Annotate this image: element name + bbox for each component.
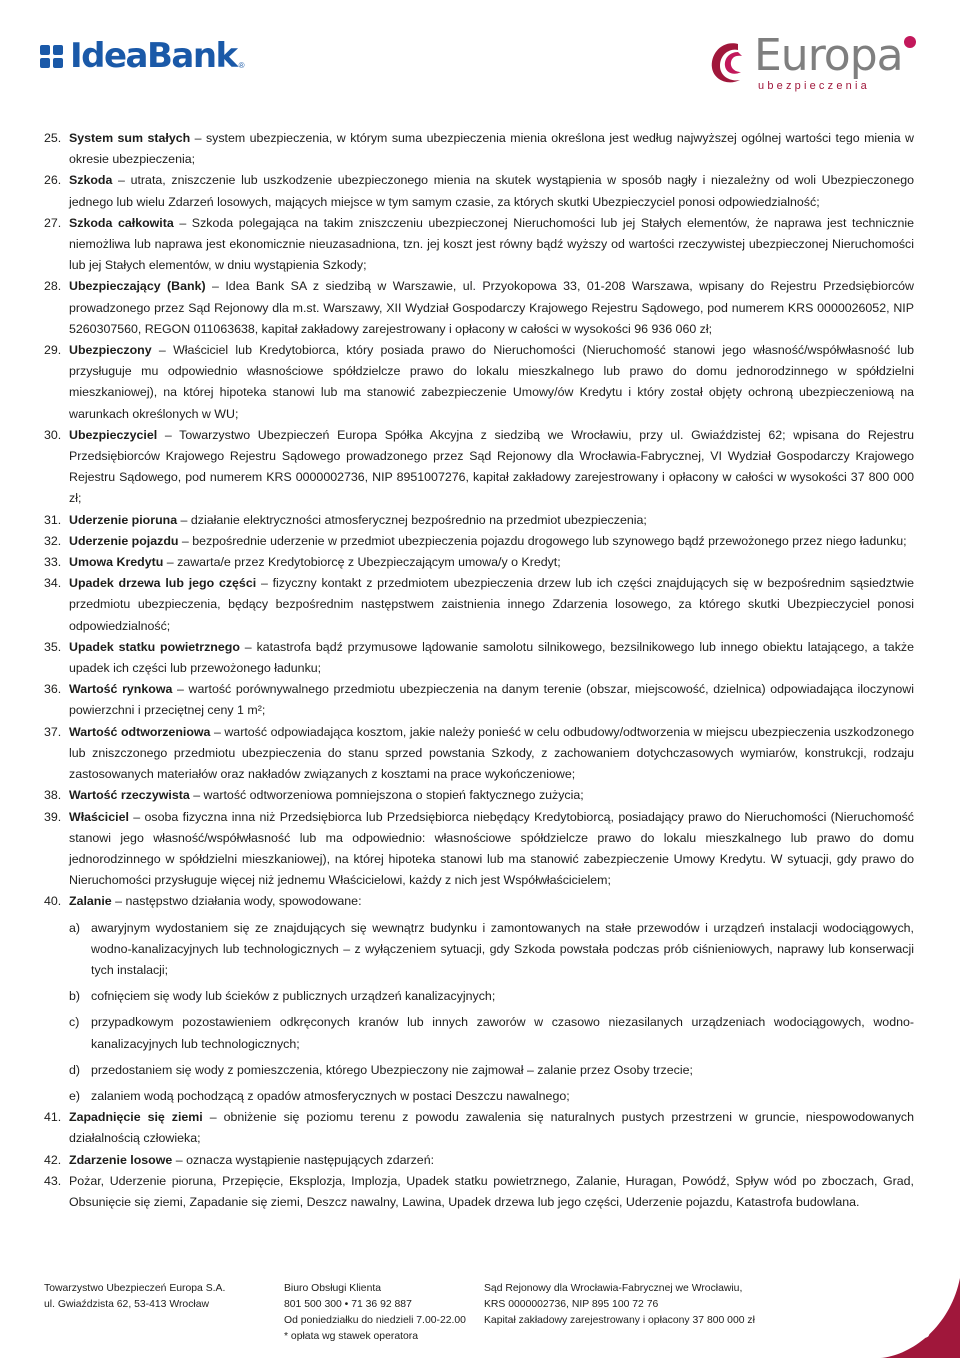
definition-item: [44, 340, 914, 425]
definition-text: Pożar, Uderzenie pioruna, Przepięcie, Eksplozja, Implozja, Upadek statku powietrznego, Zalanie, Huragan, Powódź, Spływ wód po zboczach, Grad, Obsunięcie się ziemi, Zapadanie się ziemi, Deszcz nawalny, Lawina, Upadek drzewa lub jego części, Uderzenie pojazdu, Katastrofa budowlana.: [69, 1173, 914, 1209]
definition-term: Szkoda: [69, 173, 113, 188]
definition-number: 29.: [44, 343, 62, 358]
footer-company-name: Towarzystwo Ubezpieczeń Europa S.A.: [44, 1283, 226, 1294]
europa-logo-text: Europa: [754, 30, 903, 81]
definition-text: – obniżenie się poziomu terenu z powodu zawalenia się naturalnych pustych przestrzeni w gruncie, niespowodowanych działalnością człowieka;: [69, 1110, 914, 1146]
definition-body: [69, 807, 914, 892]
definition-term: Wartość rynkowa: [69, 682, 173, 697]
definition-term: Ubezpieczyciel: [69, 427, 158, 442]
definition-number: 31.: [44, 512, 62, 527]
definition-number: 36.: [44, 682, 62, 697]
subitem-letter: b): [69, 989, 81, 1004]
definition-term: Uderzenie pojazdu: [69, 533, 179, 548]
definition-term: Właściciel: [69, 809, 129, 824]
definition-text: – wartość porównywalnego przedmiotu ubezpieczenia na danym terenie (obszar, miejscowość, dzielnica) odpowiadająca iloczynowi powierzchni i przeciętnej ceny 1 m²;: [69, 682, 915, 718]
definition-term: Wartość rzeczywista: [69, 788, 190, 803]
subitem-letter: a): [69, 920, 81, 935]
definition-number: 43.: [44, 1173, 62, 1188]
definition-term: Zapadnięcie się ziemi: [69, 1110, 203, 1125]
definition-body: [69, 510, 914, 531]
footer-registry: [484, 1281, 755, 1329]
definition-number: 27.: [44, 215, 62, 230]
subitem-letter: c): [69, 1015, 80, 1030]
definition-item: [44, 510, 914, 531]
definition-text: – wartość odpowiadająca kosztom, jakie należy ponieść w celu odbudowy/odtworzenia w miejscu ubezpieczenia uszkodzonego lub zniszczonego przedmiotu ubezpieczenia do stanu sprzed powstania Szkody, z zachowaniem dotychczasowych wymiarów, konstrukcji, rodzaju zastosowanych materiałów oraz nakładów związanych z kosztami na prace wykończeniowe;: [69, 724, 915, 782]
definition-term: Upadek statku powietrznego: [69, 639, 240, 654]
definition-text: – zawarta/e przez Kredytobiorcę z Ubezpieczającym umowa/y o Kredyt;: [163, 555, 561, 570]
definition-subitem: [69, 1086, 914, 1107]
definition-item: [44, 425, 914, 510]
definition-item: [44, 679, 914, 721]
definition-body: [69, 531, 914, 552]
definition-body: [69, 1171, 914, 1213]
definition-body: [69, 1107, 914, 1149]
definition-number: 26.: [44, 173, 62, 188]
subitem-text: cofnięciem się wody lub ścieków z publicznych urządzeń kanalizacyjnych;: [91, 989, 496, 1004]
definition-number: 25.: [44, 131, 62, 145]
definition-number: 34.: [44, 576, 62, 591]
definition-text: – Towarzystwo Ubezpieczeń Europa Spółka Akcyjna z siedzibą we Wrocławiu, przy ul. Gwiaździstej 62; wpisana do Rejestru Przedsiębiorców Krajowego Rejestru Sądowego prowadzonego przez Sąd Rejonowy dla Wrocławia-Fabrycznej, VI Wydział Gospodarczy Krajowego Rejestru Sądowego, pod numerem KRS 0000002736, NIP 8951007276, kapitał zakładowy zarejestrowany i opłacony w całości w wysokości 37 800 000 zł;: [69, 427, 914, 506]
definition-text: – oznacza wystąpienie następujących zdarzeń:: [172, 1152, 435, 1167]
footer-registry-krs: KRS 0000002736, NIP 895 100 72 76: [484, 1299, 659, 1310]
definition-number: 35.: [44, 639, 62, 654]
definition-text: – Właściciel lub Kredytobiorca, który posiada prawo do Nieruchomości (Nieruchomość stanowi jego własność/współwłasność lub przysługuje mu odpowiednio własnościowe spółdzielcze prawo do lokalu mieszkalnego lub prawo do domu jednorodzinnego w spółdzielni mieszkaniowej), na której hipoteka stanowi lub ma stanowić zabezpieczenie Umowy/ów Kredytu i który został objęty ochroną ubezpieczeniową na warunkach określonych w WU;: [69, 343, 914, 421]
footer-customer-service: [284, 1281, 466, 1345]
definition-number: 41.: [44, 1110, 62, 1125]
europa-logo-subtitle: ubezpieczenia: [758, 80, 870, 92]
definition-item: [44, 1171, 914, 1213]
definition-item: [44, 170, 914, 212]
definition-term: Zdarzenie losowe: [69, 1152, 173, 1167]
definition-body: [69, 1150, 914, 1171]
subitem-text: przypadkowym pozostawieniem odkręconych kranów lub innych zaworów w czasowo niezasilanych urządzeniach wodociągowych, wodno-kanalizacyjnych lub technologicznych;: [91, 1015, 914, 1051]
subitem-text: awaryjnym wydostaniem się ze znajdujących się wewnątrz budynku i zamontowanych na stałe przewodów i urządzeń instalacji wodociągowych, wodno-kanalizacyjnych lub technologicznych – z wyłączeniem sytuacji, gdy Szkoda powstała podczas prób ciśnieniowych, naprawy lub konserwacji tych instalacji;: [91, 920, 914, 977]
ideabank-logo-text: IdeaBank: [70, 36, 237, 76]
definition-body: [69, 340, 914, 425]
definition-subitem: [69, 1012, 914, 1054]
definition-number: 28.: [44, 279, 62, 294]
definition-number: 40.: [44, 894, 62, 909]
definition-term: System sum stałych: [69, 131, 191, 145]
definition-text: – utrata, zniszczenie lub uszkodzenie ubezpieczonego mienia na skutek wystąpienia w sposób nagły i niezależny od woli Ubezpieczonego jednego lub wielu Zdarzeń losowych, mających miejsce w tym samym czasie, za których skutki Ubezpieczyciel ponosi odpowiedzialność;: [69, 173, 914, 209]
definition-subitem: [69, 986, 914, 1007]
definition-text: – fizyczny kontakt z przedmiotem ubezpieczenia drzew lub ich części znajdujących się w bezpośrednim sąsiedztwie przedmiotu ubezpieczenia, będący bezpośrednim następstwem zaistnienia innego Zdarzenia losowego, za którego skutki Ubezpieczyciel ponosi odpowiedzialność;: [69, 576, 914, 633]
definition-text: – osoba fizyczna inna niż Przedsiębiorca lub Przedsiębiorca niebędący Kredytobiorcą, posiadający prawo do Nieruchomości (Nieruchomość stanowi jego własność/współwłasność lub ma odpowiednio: własnościowe spółdzielcze prawo do lokalu mieszkalnego lub prawo do domu jednorodzinnego w spółdzielni mieszkaniowej), na której hipoteka stanowi lub ma stanowić zabezpieczenie Umowy Kredytu. W sytuacji, gdy prawo do Nieruchomości przysługuje więcej niż jednemu Właścicielowi, każdy z nich jest Współwłaścicielem;: [69, 809, 914, 888]
definition-item: [44, 1107, 914, 1149]
footer-company-address: ul. Gwiaździsta 62, 53-413 Wrocław: [44, 1299, 209, 1310]
definition-text: – bezpośrednie uderzenie w przedmiot ubezpieczenia pojazdu drogowego lub szynowego bądź przewożonego przez niego ładunku;: [178, 533, 907, 548]
subitem-letter: e): [69, 1088, 81, 1103]
subitem-text: zalaniem wodą pochodzącą z opadów atmosferycznych w postaci Deszczu nawalnego;: [91, 1088, 570, 1103]
subitem-letter: d): [69, 1062, 81, 1077]
definition-term: Uderzenie pioruna: [69, 512, 178, 527]
definition-item: [44, 785, 914, 806]
definition-text: – Szkoda polegająca na takim zniszczeniu ubezpieczonej Nieruchomości lub jej Stałych elementów, że naprawa jest technicznie niemożliwa lub naprawa jest ekonomicznie nieuzasadniona, tzn. jej koszt jest równy bądź wyższy od wartości rzeczywistej ubezpieczonej Nieruchomości lub jej Stałych elementów, w dniu wystąpienia Szkody;: [69, 215, 914, 273]
definition-body: [69, 128, 914, 170]
definition-number: 42.: [44, 1152, 62, 1167]
definition-term: Wartość odtworzeniowa: [69, 724, 211, 739]
definition-body: [69, 276, 914, 340]
definitions-list: [44, 128, 914, 1213]
definition-body: [69, 637, 914, 679]
footer-service-note: * opłata wg stawek operatora: [284, 1331, 419, 1342]
footer-company: [44, 1281, 225, 1313]
definition-body: [69, 573, 914, 637]
definition-text: – następstwo działania wody, spowodowane:: [111, 894, 362, 909]
definition-number: 32.: [44, 533, 62, 548]
definition-item: [44, 128, 914, 170]
footer-registry-capital: Kapitał zakładowy zarejestrowany i opłacony 37 800 000 zł: [484, 1315, 755, 1326]
europa-logo: [708, 30, 918, 94]
definition-term: Ubezpieczający (Bank): [69, 279, 206, 294]
definition-body: [69, 679, 914, 721]
footer-service-title: Biuro Obsługi Klienta: [284, 1283, 382, 1294]
definition-item: [44, 213, 914, 277]
page-number: 3: [917, 1317, 931, 1344]
definition-text: – system ubezpieczenia, w którym suma ubezpieczenia mienia określona jest według najwyższej ogólnej wartości tego mienia w okresie ubezpieczenia;: [69, 131, 914, 167]
definition-item: [44, 573, 914, 637]
definition-item: [44, 637, 914, 679]
definition-body: [69, 425, 914, 510]
definition-term: Szkoda całkowita: [69, 215, 174, 230]
definition-item: [44, 807, 914, 892]
europa-swirl-icon: [708, 38, 752, 86]
definition-term: Umowa Kredytu: [69, 555, 164, 570]
definition-item: [44, 722, 914, 786]
definition-term: Upadek drzewa lub jego części: [69, 576, 257, 591]
definition-item: [44, 891, 914, 1107]
definition-item: [44, 531, 914, 552]
definition-item: [44, 552, 914, 573]
footer-registry-court: Sąd Rejonowy dla Wrocławia-Fabrycznej we Wrocławiu,: [484, 1283, 743, 1294]
definition-subitem: [69, 918, 914, 982]
page-header: [0, 0, 960, 110]
definition-text: – wartość odtworzeniowa pomniejszona o stopień faktycznego zużycia;: [189, 788, 584, 803]
definition-text: – Idea Bank SA z siedzibą w Warszawie, ul. Przyokopowa 33, 01-208 Warszawa, wpisany do Rejestru Przedsiębiorców prowadzonego przez Sąd Rejonowy dla m.st. Warszawy, XII Wydział Gospodarczy Krajowego Rejestru Sądowego, pod numerem KRS 0000026052, NIP 5260307560, REGON 011063638, kapitał zakładowy zarejestrowany i opłacony w całości w wysokości 96 936 060 zł;: [69, 279, 914, 336]
ideabank-registered-mark: ®: [238, 61, 245, 70]
definition-body: [69, 722, 914, 786]
definition-text: – katastrofa bądź przymusowe lądowanie samolotu silnikowego, bezsilnikowego lub innego obiektu latającego, a także upadek ich części lub przewożonego ładunku;: [69, 639, 914, 676]
footer-service-phones: 801 500 300 • 71 36 92 887: [284, 1299, 412, 1310]
definition-text: – działanie elektryczności atmosferycznej bezpośrednio na przedmiot ubezpieczenia;: [177, 512, 647, 527]
definition-body: [69, 891, 914, 1107]
definition-number: 33.: [44, 555, 62, 570]
definition-number: 38.: [44, 788, 62, 803]
europa-dot-icon: [904, 36, 916, 48]
footer-service-hours: Od poniedziałku do niedzieli 7.00-22.00: [284, 1315, 466, 1326]
definition-number: 30.: [44, 427, 62, 442]
definition-body: [69, 170, 914, 212]
ideabank-dots-icon: [40, 45, 63, 68]
definition-term: Zalanie: [69, 894, 112, 909]
subitem-text: przedostaniem się wody z pomieszczenia, którego Ubezpieczony nie zajmował – zalanie przez Osoby trzecie;: [91, 1062, 693, 1077]
definition-number: 39.: [44, 809, 62, 824]
definition-body: [69, 785, 914, 806]
definition-term: Ubezpieczony: [69, 343, 152, 358]
definition-number: 37.: [44, 724, 62, 739]
definition-item: [44, 1150, 914, 1171]
ideabank-logo: [40, 36, 245, 76]
definition-body: [69, 213, 914, 277]
definition-body: [69, 552, 914, 573]
definition-item: [44, 276, 914, 340]
definition-subitem: [69, 1060, 914, 1081]
